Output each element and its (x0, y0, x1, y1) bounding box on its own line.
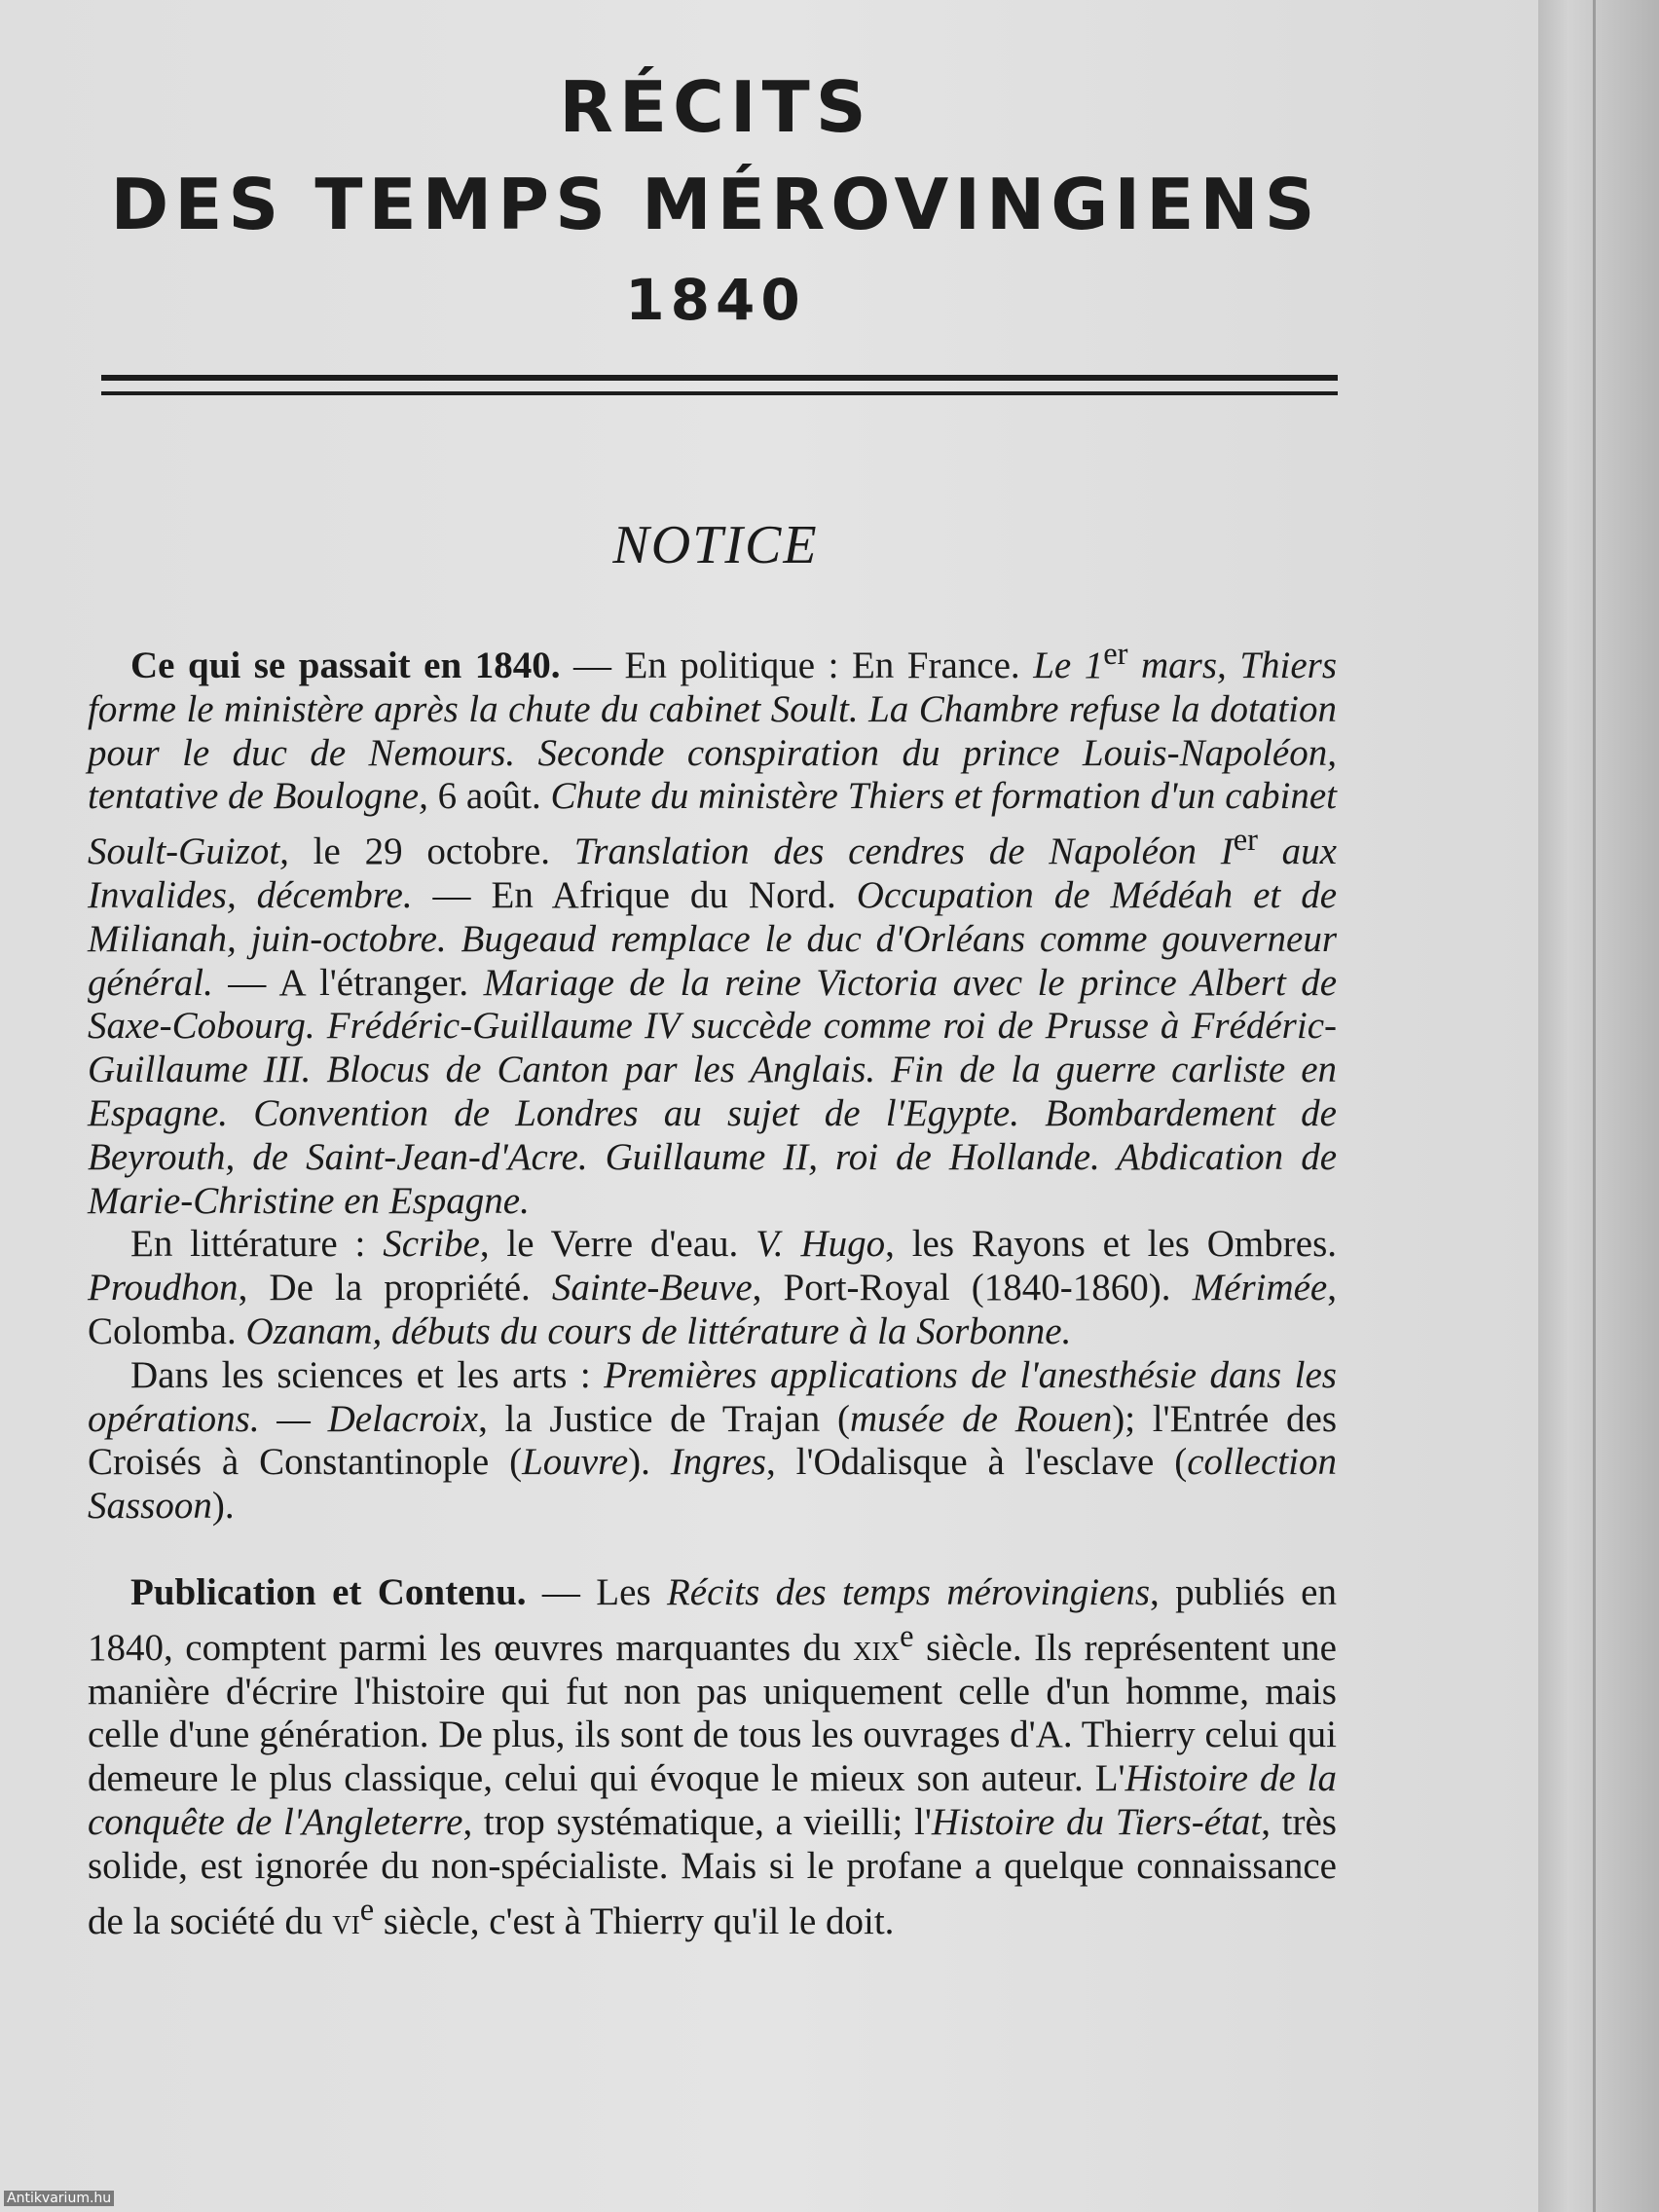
run: ). (628, 1441, 671, 1484)
header-title-line1: RÉCITS (559, 66, 872, 148)
watermark: Antikvarium.hu (4, 2191, 114, 2206)
run: , les Rayons et les Ombres. (885, 1223, 1337, 1266)
run: siècle, c'est à Thierry qu'il le doit. (374, 1899, 895, 1942)
paragraph-publication (88, 1571, 1337, 1943)
notice-body (88, 633, 1337, 1943)
run: , l'Odalisque à l'esclave ( (766, 1441, 1188, 1484)
run: — En politique : En France. (560, 645, 1034, 686)
run-italic: Le 1 (1033, 645, 1104, 686)
run-italic: Ozanam, débuts du cours de littérature à la Sorbonne. (245, 1309, 1072, 1352)
run-italic: Premières applications de l'anesthésie dans les opérations. — Delacroix (88, 1353, 1337, 1440)
run: ). (211, 1485, 235, 1528)
run-italic: Sainte-Beuve (551, 1267, 753, 1309)
run: Dans les sciences et les arts : (130, 1353, 605, 1396)
run-italic: Histoire de la conquête de l'Angleterre (88, 1757, 1337, 1843)
run-bold: Publication et Contenu. (130, 1570, 527, 1613)
run-smallcaps: xix (853, 1626, 901, 1669)
header-year: 1840 (625, 267, 806, 333)
run: , De la propriété. (238, 1267, 552, 1309)
run: — Les (526, 1570, 667, 1613)
run-italic: Occupation de Médéah et de Milianah, juin-octobre. Bugeaud remplace le duc d'Orléans comme gouverneur général. (88, 873, 1338, 1004)
notice-title: NOTICE (612, 515, 819, 575)
run-italic: aux Invalides, décembre. (88, 830, 1337, 916)
page-header (88, 58, 1344, 347)
run-italic: Scribe (383, 1223, 480, 1266)
paragraph-1840 (88, 633, 1337, 1223)
run: , trop systématique, a vieilli; l' (462, 1800, 932, 1843)
run-italic: Chute du ministère Thiers et formation d'un cabinet Soult-Guizot, (88, 775, 1337, 873)
run-italic: Translation des cendres de Napoléon I (550, 830, 1234, 873)
run: , très solide, est ignorée du non-spécialiste. Mais si le profane a quelque connaissance de la société du (88, 1800, 1337, 1942)
run: , la Justice de Trajan ( (478, 1397, 850, 1440)
run: ); l'Entrée des Croisés à Constantinople ( (88, 1397, 1337, 1484)
run: , publiés en 1840, comptent parmi les œuvres marquantes du (88, 1570, 1337, 1669)
run: En littérature : (130, 1223, 384, 1266)
run-italic: V. Hugo (756, 1223, 886, 1266)
run: , Port-Royal (1840-1860). (752, 1267, 1193, 1309)
paragraph-litterature (88, 1223, 1337, 1353)
run-italic: Mérimée (1192, 1267, 1328, 1309)
run: , le Verre d'eau. (479, 1223, 756, 1266)
book-gutter (1538, 0, 1659, 2212)
run-sup: er (1233, 823, 1258, 859)
run-italic: Récits des temps mérovingiens (666, 1570, 1151, 1613)
run: — En Afrique du Nord. (412, 873, 857, 916)
run-bold: Ce qui se passait en 1840. (130, 645, 561, 686)
run-sup: er (1103, 637, 1128, 672)
header-title-line2: DES TEMPS MÉROVINGIENS (110, 164, 1321, 245)
run-italic: Ingres (670, 1441, 766, 1484)
run-italic: Mariage de la reine Victoria avec le prince Albert de Saxe-Cobourg. Frédéric-Guillaume IV succède comme roi de Prusse à Frédéric-Guillaume III. Blocus de Canton par les Anglais. Fin de la guerre carliste en Espagne. Convention de Londres au sujet de l'Egypte. Bombardement de Beyrouth, de Saint-Jean-d'Acre. Guillaume II, roi de Hollande. Abdication de Marie-Christine en Espagne. (88, 961, 1338, 1222)
header-rule-thin (101, 391, 1338, 395)
run-sup: e (359, 1892, 375, 1928)
run: , Colomba. (88, 1267, 1337, 1352)
run-italic: Louvre (522, 1441, 629, 1484)
run: le 29 octobre. (313, 830, 551, 873)
run-italic: collection Sassoon (88, 1441, 1337, 1528)
run-italic: Proudhon (88, 1267, 239, 1309)
gutter-edge (1593, 0, 1596, 2212)
run-sup: e (900, 1618, 914, 1654)
run: — A l'étranger. (212, 961, 484, 1004)
run-italic: Histoire du Tiers-état (931, 1800, 1262, 1843)
paragraph-sciences-arts (88, 1354, 1337, 1529)
run: siècle. Ils représentent une manière d'écrire l'histoire qui fut non pas uniquement celle d'un homme, mais celle d'une génération. De plus, ils sont de tous les ouvrages d'A. Thierry celui qui demeure le plus classique, celui qui évoque le mieux son auteur. L' (88, 1626, 1337, 1800)
run: 6 août. (437, 775, 541, 818)
run-italic: mars, Thiers forme le ministère après la chute du cabinet Soult. La Chambre refuse la dotation pour le duc de Nemours. Seconde conspiration du prince Louis-Napoléon, tentative de Boulogne, (88, 645, 1338, 818)
run-italic: musée de Rouen (849, 1397, 1113, 1440)
header-rule-thick (101, 375, 1338, 381)
run-smallcaps: vi (332, 1899, 360, 1942)
